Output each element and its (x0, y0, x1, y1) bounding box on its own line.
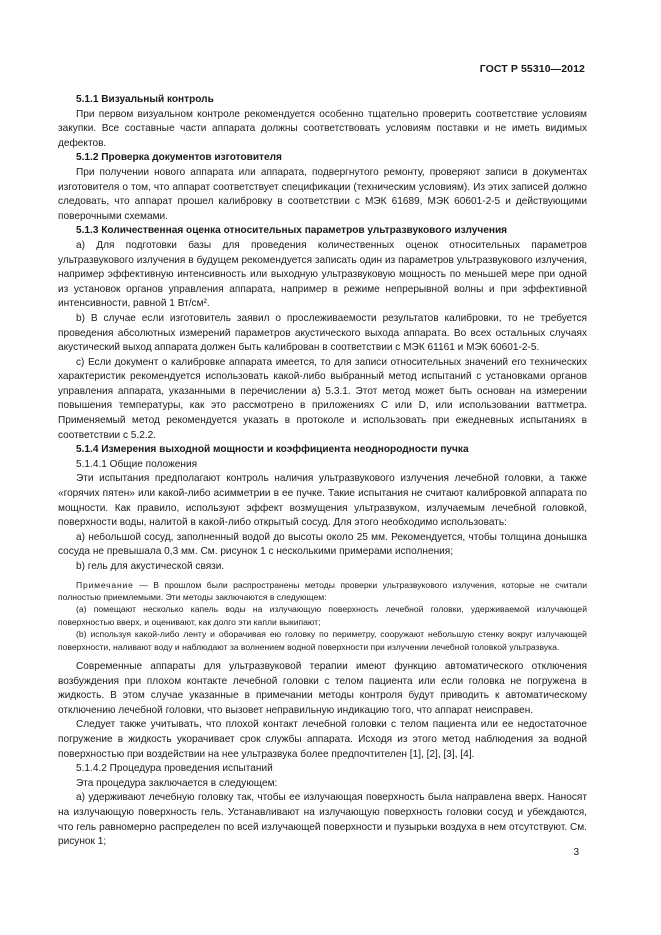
list-item-b: b) В случае если изготовитель заявил о прослеживаемости результатов калибровки, то не требуется проведения абсолютных измерений параметров акустического выхода аппарата. Во всех остальных случаях акустический выход аппарата должен быть калиброван в соответствии с МЭК 61161 и МЭК 60601-2-5. (58, 312, 587, 354)
page-number: 3 (573, 847, 579, 858)
subheading-5-1-4-1: 5.1.4.1 Общие положения (76, 458, 198, 470)
document-body (58, 93, 587, 850)
paragraph: При получении нового аппарата или аппарата, подвергнутого ремонту, проверяют записи в документах изготовителя о том, что аппарат соответствует спецификации (техническим условиям). Из этих записей должно следовать, что аппарат прошел калибровку в соответствии с МЭК 61689, МЭК 60601-2-5 и действующими поверочными схемами. (58, 166, 587, 222)
paragraph: При первом визуальном контроле рекомендуется особенно тщательно проверить соответствие условиям закупки. Все составные части аппарата должны соответствовать условиям поставки и не иметь видимых дефектов. (58, 108, 587, 149)
list-item-a: а) удерживают лечебную головку так, чтобы ее излучающая поверхность была направлена вверх. Наносят на излучающую поверхность гель. Устанавливают на излучающую поверхность головки сосуд и убеждаются, что гель равномерно распределен по всей излучающей поверхности и пузырьки воздуха в нем отсутствуют. См. рисунок 1; (58, 792, 587, 848)
list-item-b: b) гель для акустической связи. (76, 561, 225, 572)
heading-5-1-3: 5.1.3 Количественная оценка относительных параметров ультразвукового излучения (76, 225, 508, 237)
heading-5-1-1: 5.1.1 Визуальный контроль (76, 94, 214, 105)
list-item-a: а) Для подготовки базы для проведения количественных оценок относительных параметров ультразвукового излучения в будущем рекомендуется записать один из параметров ультразвукового излучения, например эффективную интенсивность или выходную ультразвуковую мощность по меньшей мере при одной из установок органов управления аппарата, например в режиме непрерывной волны и при эффективной интенсивности, равной 1 Вт/см². (58, 239, 587, 310)
paragraph: Эти испытания предполагают контроль наличия ультразвукового излучения лечебной головки, а также «горячих пятен» или какой-либо асимметрии в ее пучке. Такие испытания не считают калибровкой аппарата по мощности. Как правило, используют эффект возмущения ультразвуком, излучаемым лечебной головкой, поверхности воды, налитой в какой-либо открытый сосуд. Для этого необходимо использовать: (58, 473, 587, 529)
subheading-5-1-4-2: 5.1.4.2 Процедура проведения испытаний (76, 763, 273, 775)
note-text: — В прошлом были распространены методы проверки ультразвукового излучения, которые не считали полностью приемлемыми. Эти методы заключаются в следующем: (58, 579, 587, 602)
paragraph: Следует также учитывать, что плохой контакт лечебной головки с телом пациента или ее недостаточное погружение в жидкость укорачивает срок службы аппарата. Исходя из этого метод наблюдения за водной поверхностью при воздействии на нее ультразвука более предпочтителен [1], [2], [3], [4]. (58, 719, 587, 760)
list-item-a: а) небольшой сосуд, заполненный водой до высоты около 25 мм. Рекомендуется, чтобы толщина донышка сосуда не превышала 0,3 мм. См. рисунок 1 с несколькими примерами исполнения; (58, 531, 587, 558)
note (58, 579, 587, 604)
note-item-b: (b) используя какой-либо ленту и оборачивая ею головку по периметру, сооружают небольшую стенку вокруг излучающей поверхности, наливают воду и наблюдают за волнением водной поверхности при излучении лечебной головкой ультразвука. (58, 629, 587, 652)
paragraph: Эта процедура заключается в следующем: (76, 777, 278, 789)
paragraph: Современные аппараты для ультразвуковой терапии имеют функцию автоматического отключения возбуждения при плохом контакте лечебной головки с телом пациента или если головка не погружена в жидкость. В этом случае указанные в примечании методы контроля будут приводить к автоматическому отключению лечебной головки, что вызовет неправильную индикацию того, что аппарат неисправен. (58, 661, 587, 716)
note-item-a: (а) помещают несколько капель воды на излучающую поверхность лечебной головки, удерживаемой излучающей поверхностью вверх, и оценивают, как долго эти капли выкипают; (58, 604, 587, 627)
standard-code: ГОСТ Р 55310—2012 (479, 63, 585, 75)
note-label: Примечание (76, 579, 134, 590)
list-item-c: c) Если документ о калибровке аппарата имеется, то для записи относительных значений его технических характеристик рекомендуется использовать какой-либо выбранный метод испытаний с установками органов управления аппарата, указанными в перечислении а) 5.3.1. Этот метод может быть основан на измерении повышения температуры, как это рассмотрено в приложениях С или D, или использовании ваттметра. Применяемый метод рекомендуется указать в протоколе и использовать при ежедневных испытаниях в соответствии с 5.2.2. (58, 356, 587, 441)
heading-5-1-2: 5.1.2 Проверка документов изготовителя (76, 152, 282, 164)
heading-5-1-4: 5.1.4 Измерения выходной мощности и коэффициента неоднородности пучка (76, 444, 469, 456)
